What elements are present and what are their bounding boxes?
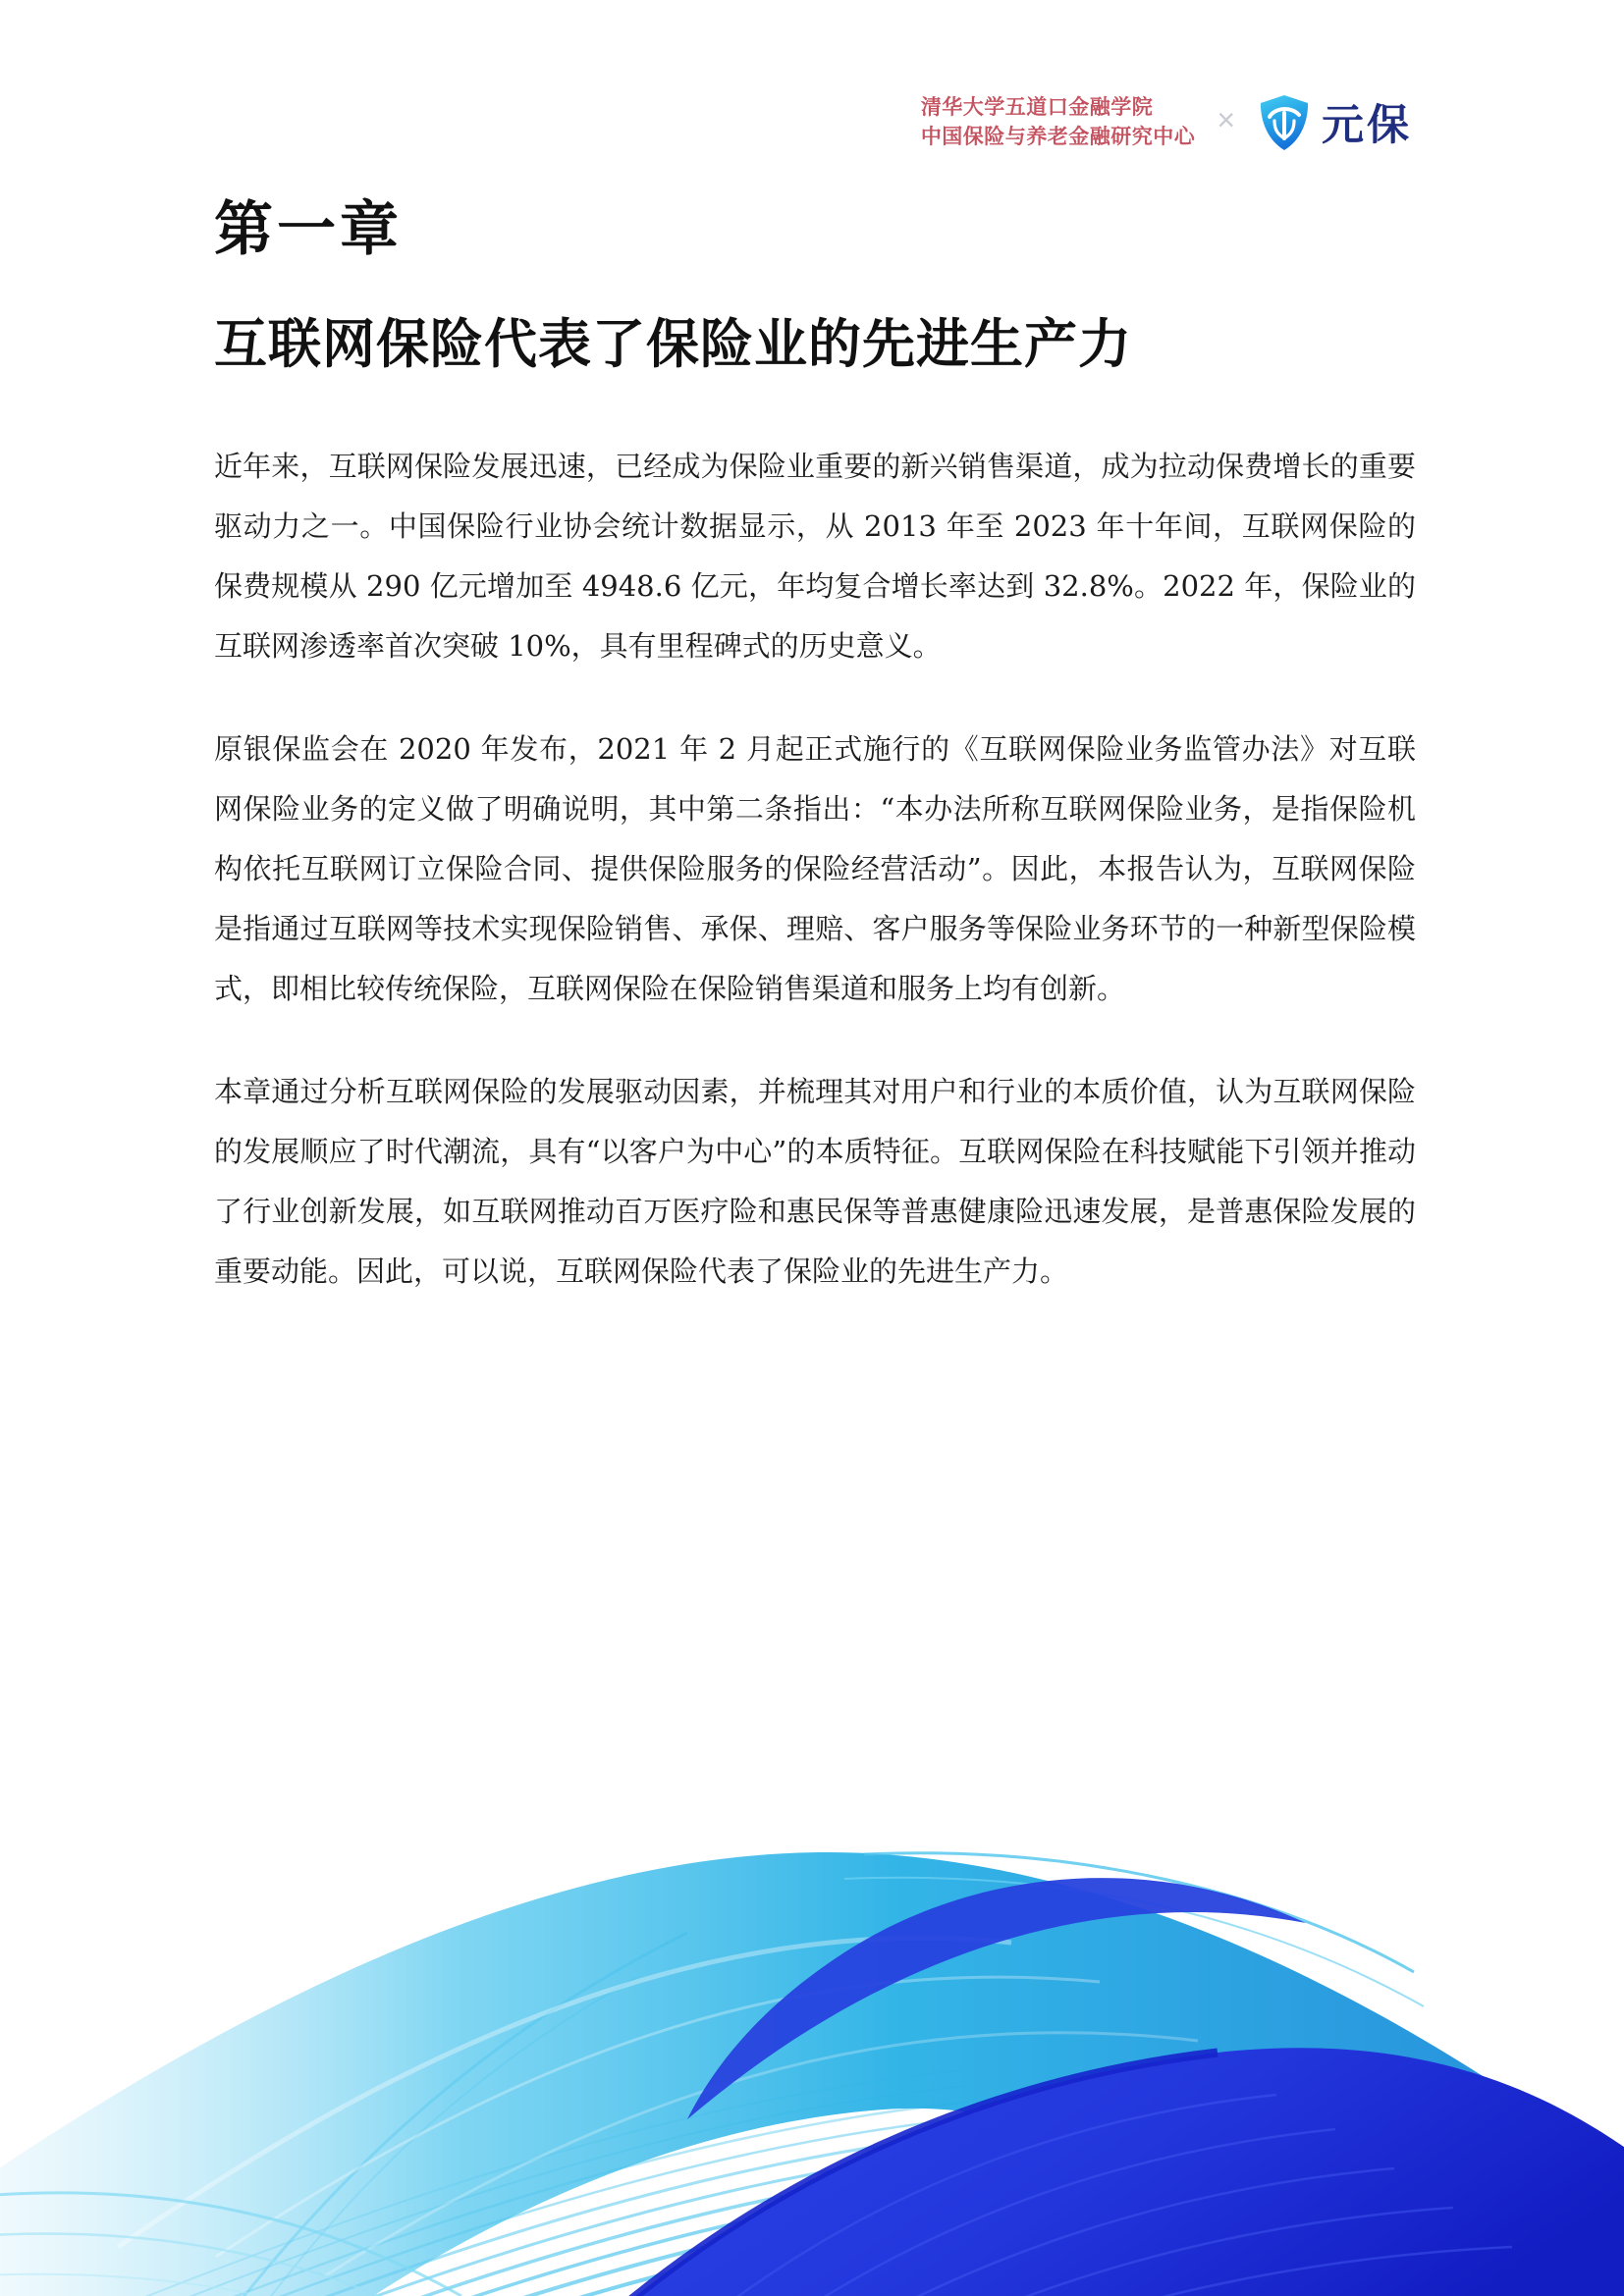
institution-line2: 中国保险与养老金融研究中心 <box>920 125 1196 148</box>
chapter-title: 互联网保险代表了保险业的先进生产力 <box>214 312 1132 375</box>
collaboration-x-separator: × <box>1217 102 1235 137</box>
paragraph-2: 原银保监会在 2020 年发布，2021 年 2 月起正式施行的《互联网保险业务监管办法》对互联网保险业务的定义做了明确说明，其中第二条指出：“本办法所称互联网保险业务，是指保险机构依托互联网订立保险合同、提供保险服务的保险经营活动”。因此，本报告认为，互联网保险是指通过互联网等技术实现保险销售、承保、理赔、客户服务等保险业务环节的一种新型保险模式，即相比较传统保险，互联网保险在保险销售渠道和服务上均有创新。 <box>214 732 1416 1005</box>
chapter-number: 第一章 <box>214 195 403 264</box>
paragraph-1: 近年来，互联网保险发展迅速，已经成为保险业重要的新兴销售渠道，成为拉动保费增长的重要驱动力之一。中国保险行业协会统计数据显示，从 2013 年至 2023 年十年间，互联网保险的保费规模从 290 亿元增加至 4948.6 亿元，年均复合增长率达到 32.8%。2022 年，保险业的互联网渗透率首次突破 10%，具有里程碑式的历史意义。 <box>214 450 1416 663</box>
paragraph-3: 本章通过分析互联网保险的发展驱动因素，并梳理其对用户和行业的本质价值，认为互联网保险的发展顺应了时代潮流，具有“以客户为中心”的本质特征。互联网保险在科技赋能下引领并推动了行业创新发展，如互联网推动百万医疗险和惠民保等普惠健康险迅速发展，是普惠保险发展的重要动能。因此，可以说，互联网保险代表了保险业的先进生产力。 <box>214 1075 1416 1288</box>
institution-line1: 清华大学五道口金融学院 <box>920 95 1154 119</box>
wave-decoration <box>0 1786 1624 2296</box>
chapter-body <box>214 437 1416 1302</box>
page-content <box>214 0 1416 1345</box>
brand-name: 元保 <box>1322 102 1412 149</box>
